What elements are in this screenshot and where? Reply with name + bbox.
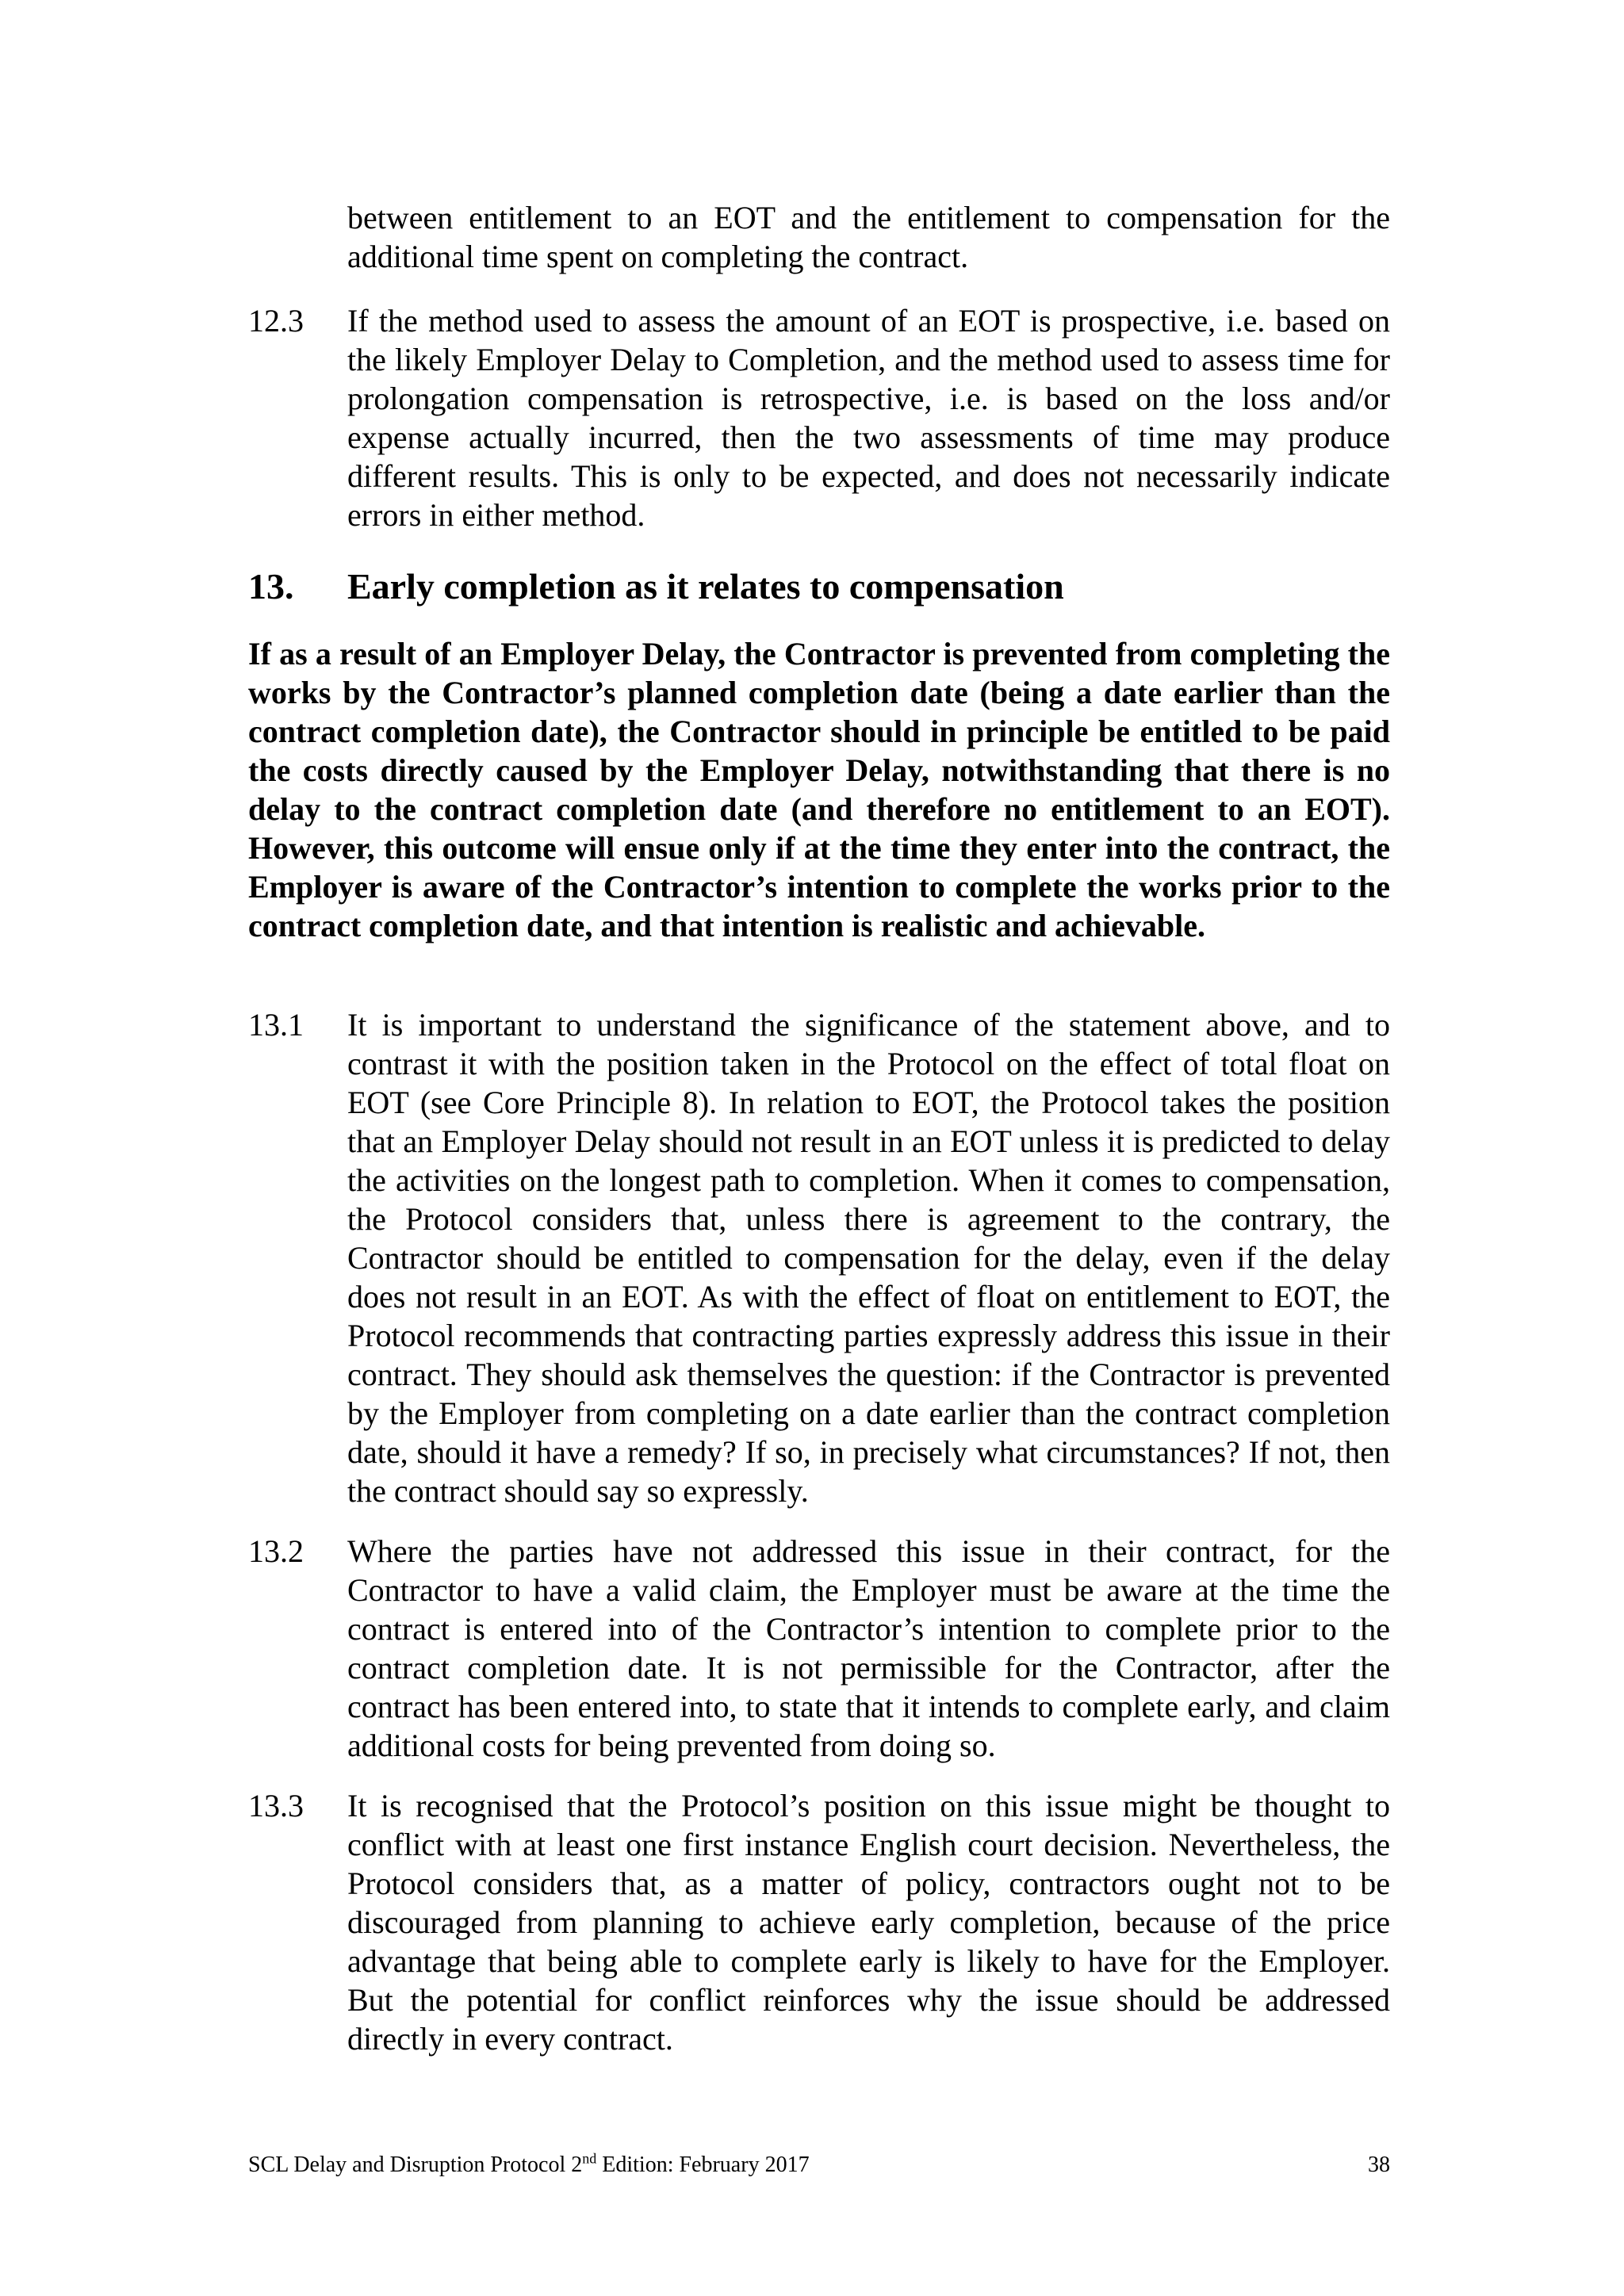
paragraph-13-1: It is important to understand the significance of the statement above, and to contrast it with the position taken in the Protocol on the effect of total float on EOT (see Core Principle 8). In relation to EOT, the Protocol takes the position that an Employer Delay should not result in an EOT unless it is predicted to delay the activities on the longest path to completion. When it comes to compensation, the Protocol considers that, unless there is agreement to the contrary, the Contractor should be entitled to compensation for the delay, even if the delay does not result in an EOT. As with the effect of float on entitlement to EOT, the Protocol recommends that contracting parties expressly address this issue in their contract. They should ask themselves the question: if the Contractor is prevented by the Employer from completing on a date earlier than the contract completion date, should it have a remedy? If so, in precisely what circumstances? If not, then the contract should say so expressly. bbox=[347, 1007, 1390, 1509]
paragraph-13-3: It is recognised that the Protocol’s position on this issue might be thought to conflict with at least one first instance English court decision. Nevertheless, the Protocol considers that, as a matter of policy, contractors ought not to be discouraged from planning to achieve early completion, because of the price advantage that being able to complete early is likely to have for the Employer. But the potential for conflict reinforces why the issue should be addressed directly in every contract. bbox=[347, 1788, 1390, 2057]
clause-number: 12.3 bbox=[248, 303, 304, 339]
section-title: Early completion as it relates to compensation bbox=[347, 566, 1064, 607]
section-number: 13. bbox=[248, 566, 294, 607]
paragraph-12-3: If the method used to assess the amount of an EOT is prospective, i.e. based on the likely Employer Delay to Completion, and the method used to assess time for prolongation compensation is retrospective, i.e. is based on the loss and/or expense actually incurred, then the two assessments of time may produce different results. This is only to be expected, and does not necessarily indicate errors in either method. bbox=[347, 303, 1390, 533]
clause-number: 13.1 bbox=[248, 1007, 304, 1043]
page-number: 38 bbox=[1368, 2152, 1390, 2177]
clause-number: 13.3 bbox=[248, 1788, 304, 1823]
paragraph-12-2-continuation: between entitlement to an EOT and the entitlement to compensation for the additional time spent on completing the contract. bbox=[347, 200, 1390, 274]
core-principle-statement: If as a result of an Employer Delay, the Contractor is prevented from completing the works by the Contractor’s planned completion date (being a date earlier than the contract completion date), the Contractor should in principle be entitled to be paid the costs directly caused by the Employer Delay, notwithstanding that there is no delay to the contract completion date (and therefore no entitlement to an EOT). However, this outcome will ensue only if at the time they enter into the contract, the Employer is aware of the Contractor’s intention to complete the works prior to the contract completion date, and that intention is realistic and achievable. bbox=[248, 636, 1390, 943]
paragraph-13-2: Where the parties have not addressed this issue in their contract, for the Contractor to have a valid claim, the Employer must be aware at the time the contract is entered into of the Contractor’s intention to complete prior to the contract completion date. It is not permissible for the Contractor, after the contract has been entered into, to state that it intends to complete early, and claim additional costs for being prevented from doing so. bbox=[347, 1533, 1390, 1763]
footer-document-title: SCL Delay and Disruption Protocol 2nd Edition: February 2017 bbox=[248, 2150, 810, 2177]
clause-number: 13.2 bbox=[248, 1533, 304, 1569]
